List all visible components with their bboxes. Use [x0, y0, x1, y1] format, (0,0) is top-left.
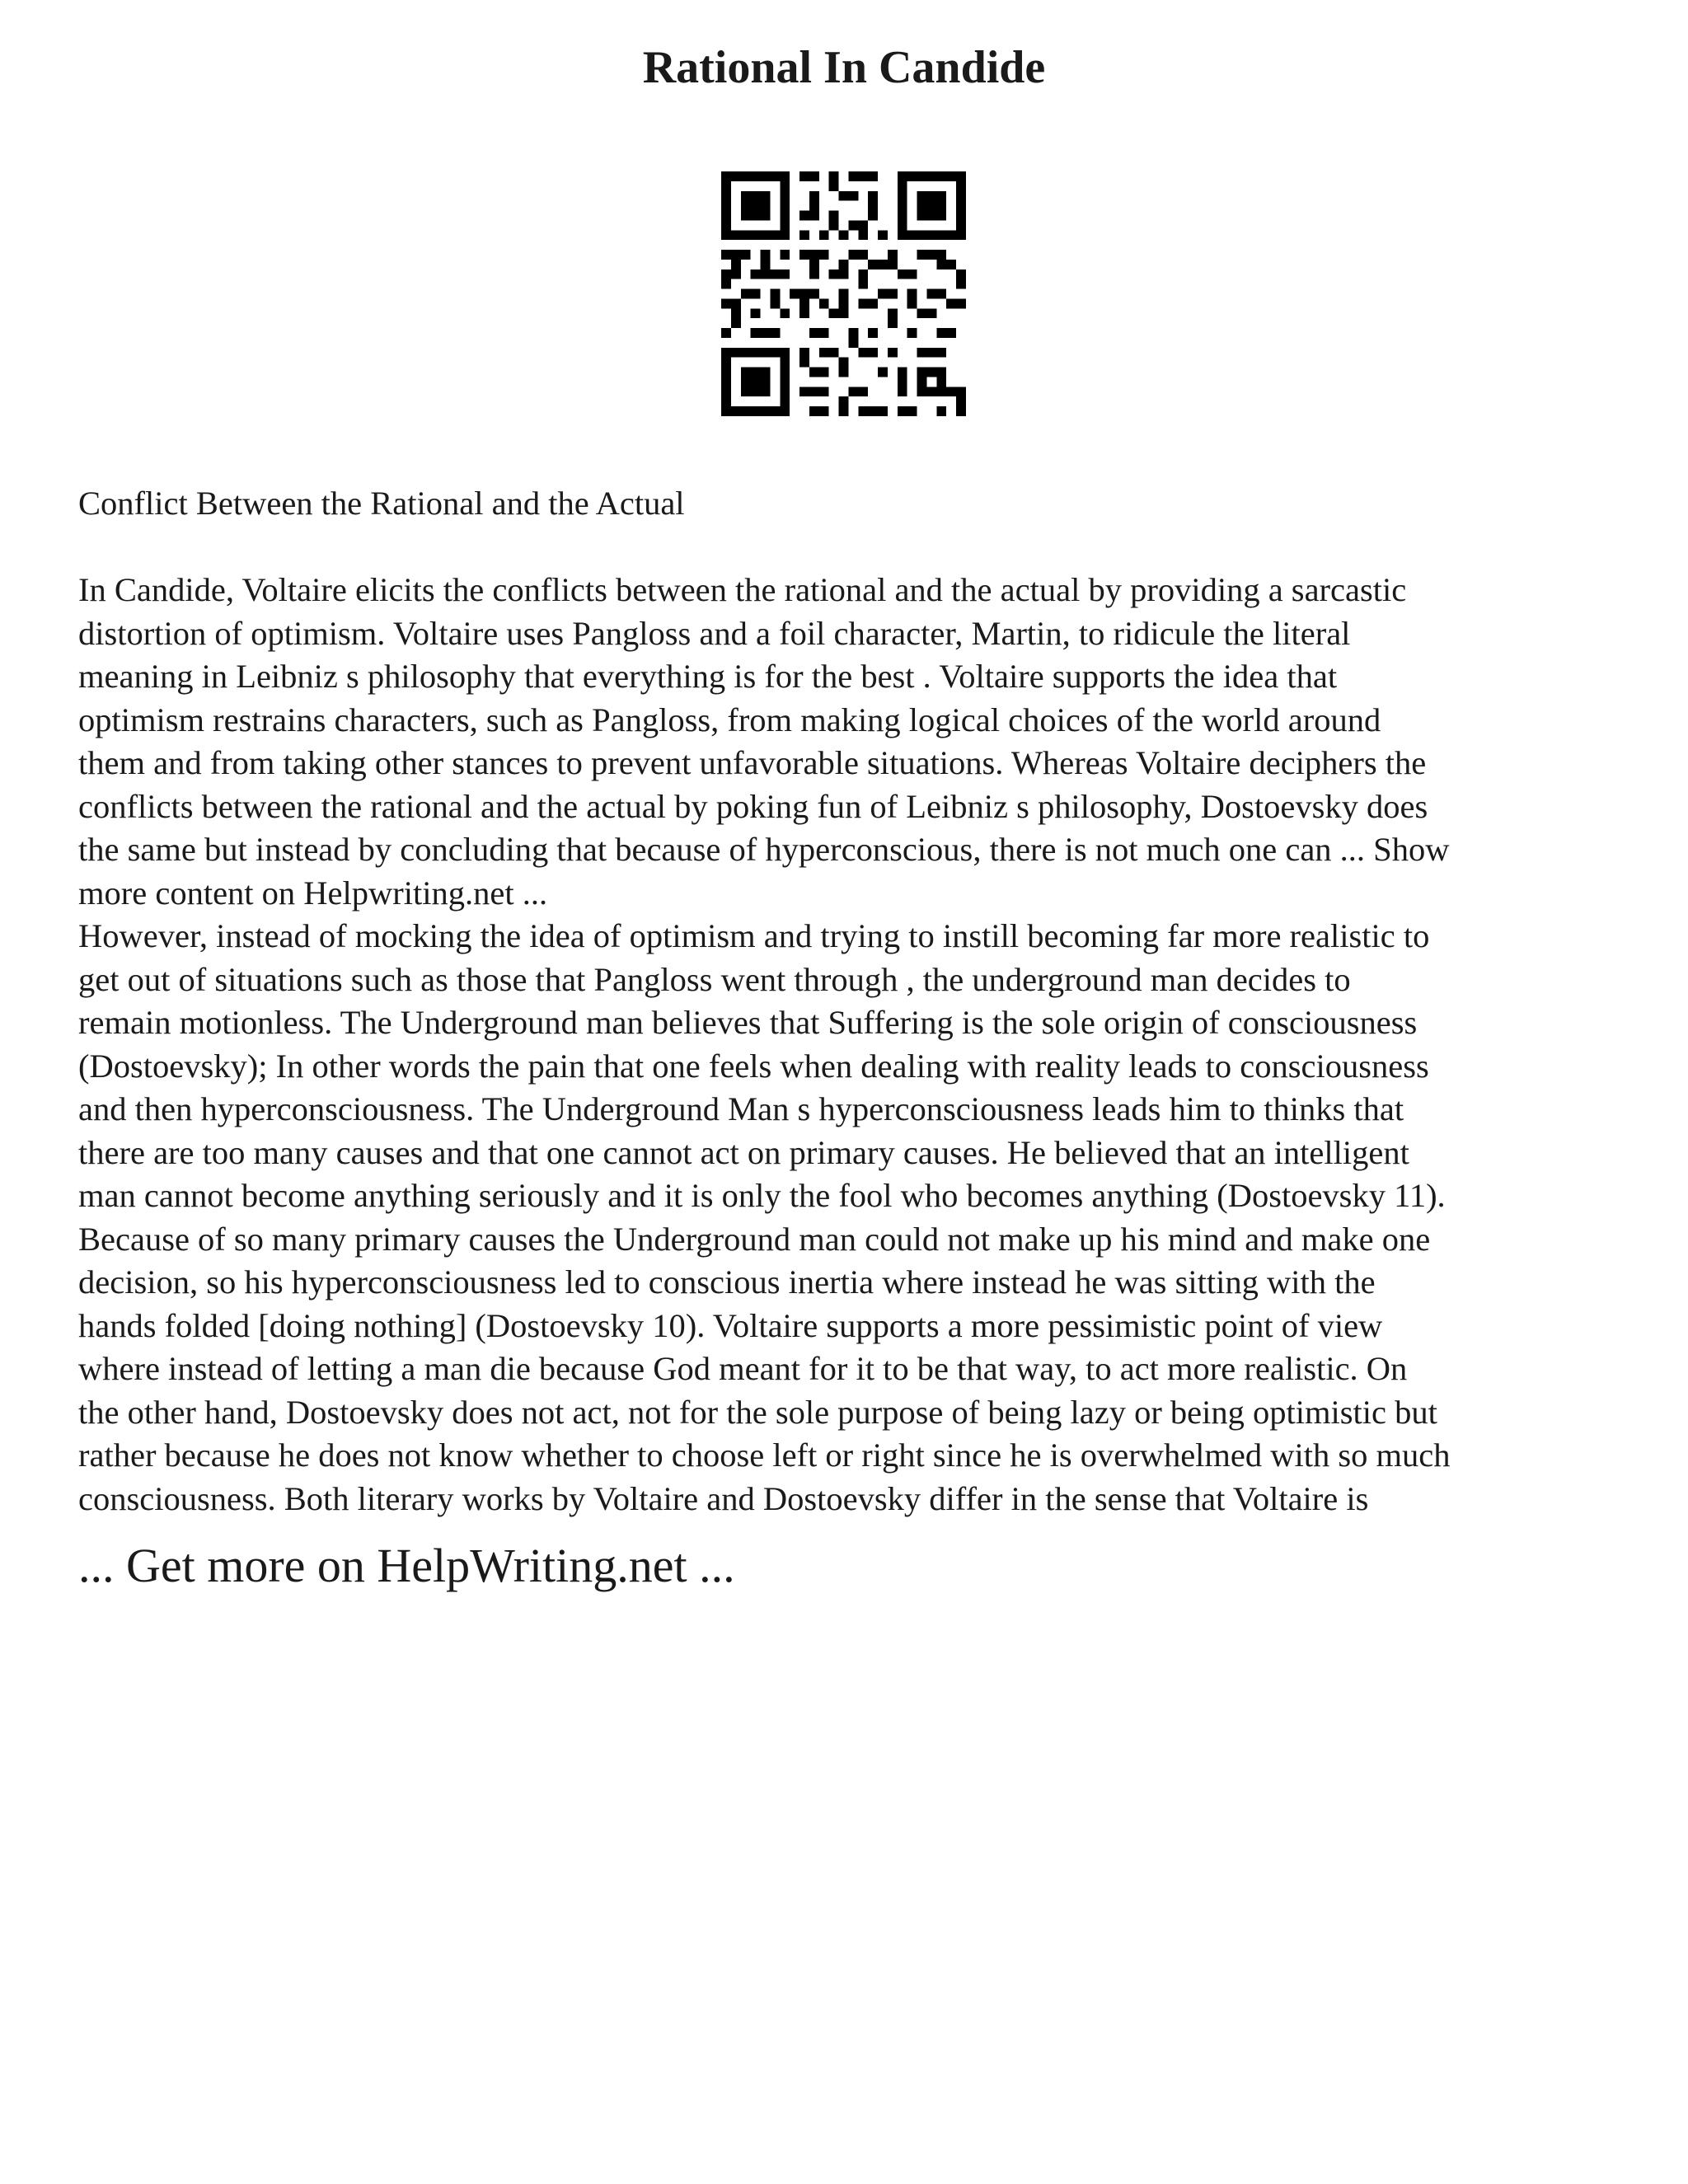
qr-code-icon	[721, 171, 966, 416]
body-paragraph-1: In Candide, Voltaire elicits the conflicts between the rational and the actual by providing a sarcastic distortion of optimism. Voltaire uses Pangloss and a foil character, Martin, to ridicule the literal meaning in Leibniz s philosophy that everything is for the best . Voltaire supports the idea that optimism restrains characters, such as Pangloss, from making logical choices of the world around them and from taking other stances to prevent unfavorable situations. Whereas Voltaire deciphers the conflicts between the rational and the actual by poking fun of Leibniz s philosophy, Dostoevsky does the same but instead by concluding that because of hyperconscious, there is not much one can ... Show more content on Helpwriting.net ...	[78, 571, 1450, 912]
get-more-link[interactable]: ... Get more on HelpWriting.net ...	[78, 1539, 735, 1592]
document-subtitle: Conflict Between the Rational and the Actual	[78, 485, 685, 522]
document-title: Rational In Candide	[642, 42, 1046, 93]
body-paragraph-2: However, instead of mocking the idea of optimism and trying to instill becoming far more realistic to get out of situations such as those that Pangloss went through , the underground man decides to remain motionless. The Underground man believes that Suffering is the sole origin of consciousness (Dostoevsky); In other words the pain that one feels when dealing with reality leads to consciousness and then hyperconsciousness. The Underground Man s hyperconsciousness leads him to thinks that there are too many causes and that one cannot act on primary causes. He believed that an intelligent man cannot become anything seriously and it is only the fool who becomes anything (Dostoevsky 11). Because of so many primary causes the Underground man could not make up his mind and make one decision, so his hyperconsciousness led to conscious inertia where instead he was sitting with the hands folded [doing nothing] (Dostoevsky 10). Voltaire supports a more pessimistic point of view where instead of letting a man die because God meant for it to be that way, to act more realistic. On the other hand, Dostoevsky does not act, not for the sole purpose of being lazy or being optimistic but rather because he does not know whether to choose left or right since he is overwhelmed with so much consciousness. Both literary works by Voltaire and Dostoevsky differ in the sense that Voltaire is	[78, 917, 1451, 1517]
